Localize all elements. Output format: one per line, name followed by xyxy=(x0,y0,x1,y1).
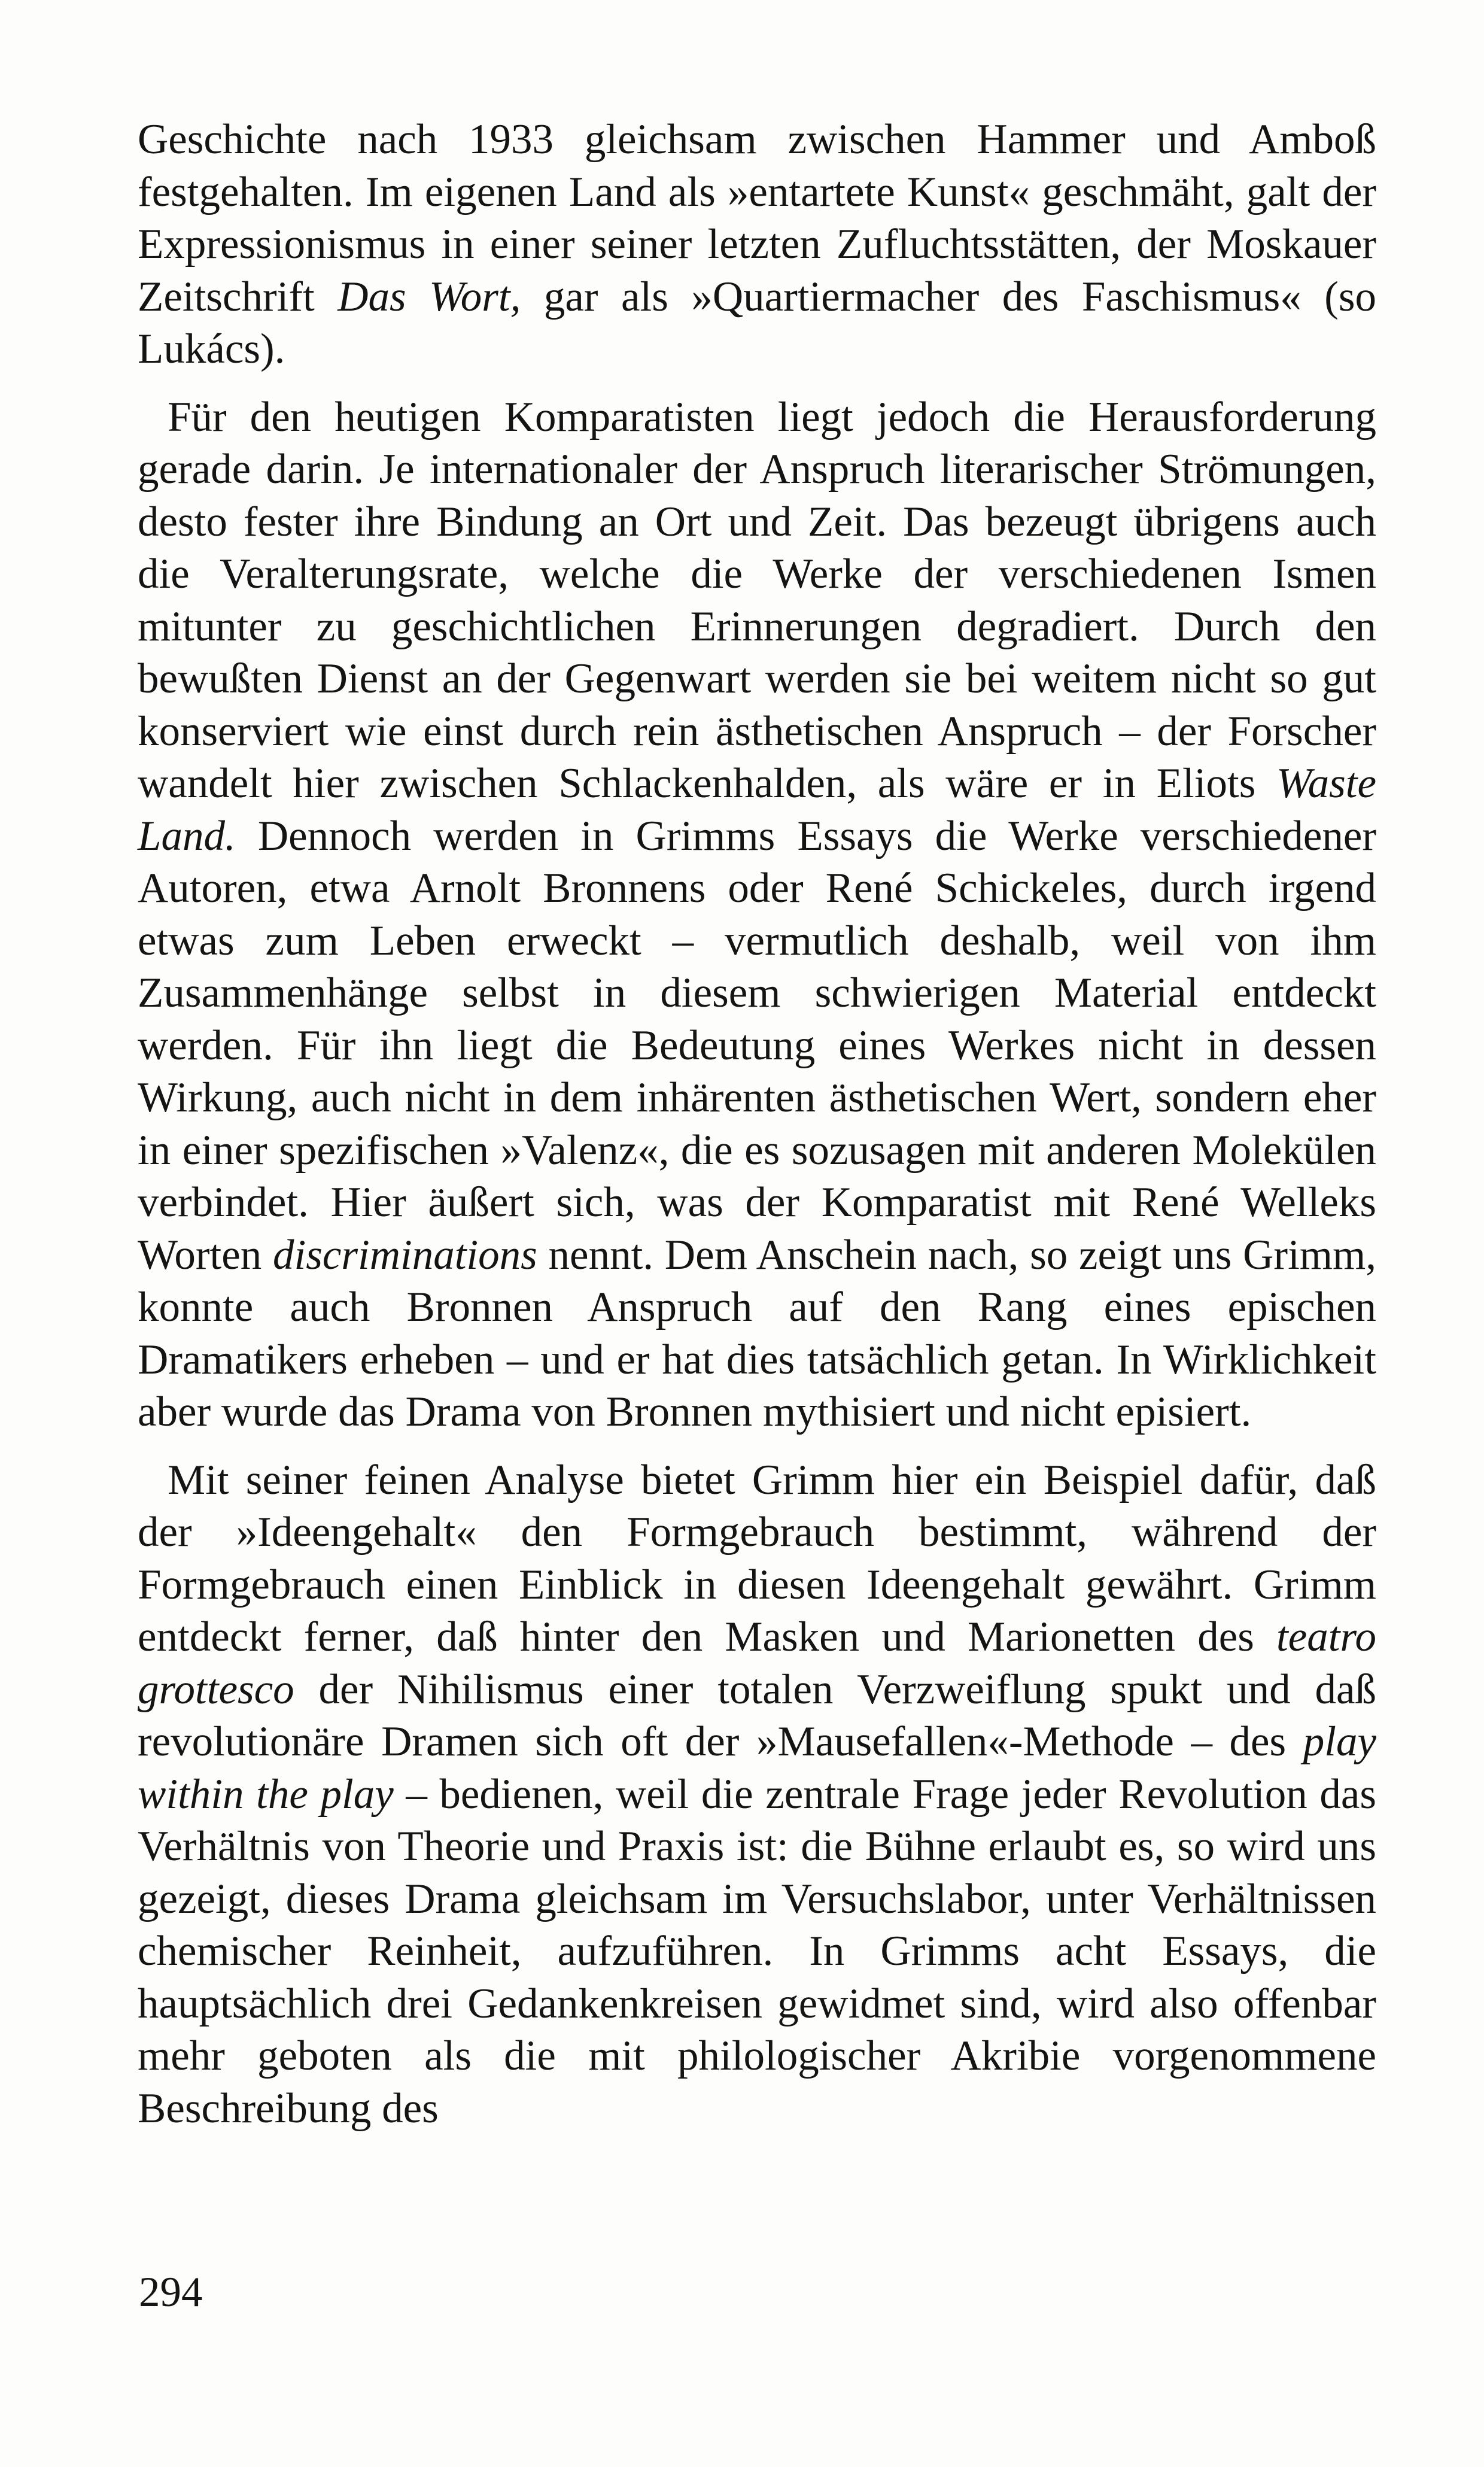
text-segment: Mit seiner feinen Analyse bietet Grimm hier ein Beispiel dafür, daß der »Ideengehalt« den Formgebrauch bestimmt, während der Formgebrauch einen Einblick in diesen Ideengehalt gewährt. Grimm entdeckt ferner, daß hinter den Masken und Marionetten des xyxy=(138,1456,1376,1660)
text-segment: nennt. Dem Anschein nach, so zeigt uns Grimm, konnte auch Bronnen Anspruch auf den Rang eines epischen Dramatikers erheben – und er hat dies tatsächlich getan. In Wirklichkeit aber wurde das Drama von Bronnen mythisiert und nicht episiert. xyxy=(138,1231,1376,1435)
paragraph-1 xyxy=(138,114,1376,376)
text-segment: Dennoch werden in Grimms Essays die Werke verschiedener Autoren, etwa Arnolt Bronnens oder René Schickeles, durch irgend etwas zum Leben erweckt – vermutlich deshalb, weil von ihm Zusammenhänge selbst in diesem schwierigen Material entdeckt werden. Für ihn liegt die Bedeutung eines Werkes nicht in dessen Wirkung, auch nicht in dem inhärenten ästhetischen Wert, sondern eher in einer spezifischen »Valenz«, die es sozusagen mit anderen Molekülen verbindet. Hier äußert sich, was der Komparatist mit René Welleks Worten xyxy=(138,812,1376,1278)
paragraph-3 xyxy=(138,1454,1376,2135)
text-segment: der Nihilismus einer totalen Verzweiflung spukt und daß revolutionäre Dramen sich oft der »Mausefallen«-Methode – des xyxy=(138,1666,1376,1765)
italic-title-das-wort: Das Wort, xyxy=(337,273,521,320)
italic-term-discriminations: discriminations xyxy=(272,1231,537,1278)
text-segment: gar als »Quartiermacher des Faschismus« (so Lukács). xyxy=(138,273,1377,372)
body-text xyxy=(138,114,1376,2135)
text-segment: – bedienen, weil die zentrale Frage jeder Revolution das Verhältnis von Theorie und Praxis ist: die Bühne erlaubt es, so wird uns gezeigt, dieses Drama gleichsam im Versuchslabor, unter Verhältnissen chemischer Reinheit, aufzuführen. In Grimms acht Essays, die hauptsächlich drei Gedankenkreisen gewidmet sind, wird also offenbar mehr geboten als die mit philologischer Akribie vorgenommene Beschreibung des xyxy=(138,1770,1377,2132)
page-number: 294 xyxy=(139,2269,203,2316)
italic-term-play-within-the-play: play within the play xyxy=(138,1718,1376,1818)
paragraph-2 xyxy=(138,391,1376,1439)
italic-title-waste-land: Waste Land. xyxy=(138,760,1376,859)
italic-term-teatro-grottesco: teatro grottesco xyxy=(138,1614,1376,1713)
text-segment: Geschichte nach 1933 gleichsam zwischen Hammer und Amboß festgehalten. Im eigenen Land als »entartete Kunst« geschmäht, galt der Expressionismus in einer seiner letzten Zufluchtsstätten, der Moskauer Zeitschrift xyxy=(138,116,1376,320)
text-segment: Für den heutigen Komparatisten liegt jedoch die Herausforderung gerade darin. Je internationaler der Anspruch literarischer Strömungen, desto fester ihre Bindung an Ort und Zeit. Das bezeugt übrigens auch die Veralterungsrate, welche die Werke der verschiedenen Ismen mitunter zu geschichtlichen Erinnerungen degradiert. Durch den bewußten Dienst an der Gegenwart werden sie bei weitem nicht so gut konserviert wie einst durch rein ästhetischen Anspruch – der Forscher wandelt hier zwischen Schlackenhalden, als wäre er in Eliots xyxy=(138,393,1376,807)
